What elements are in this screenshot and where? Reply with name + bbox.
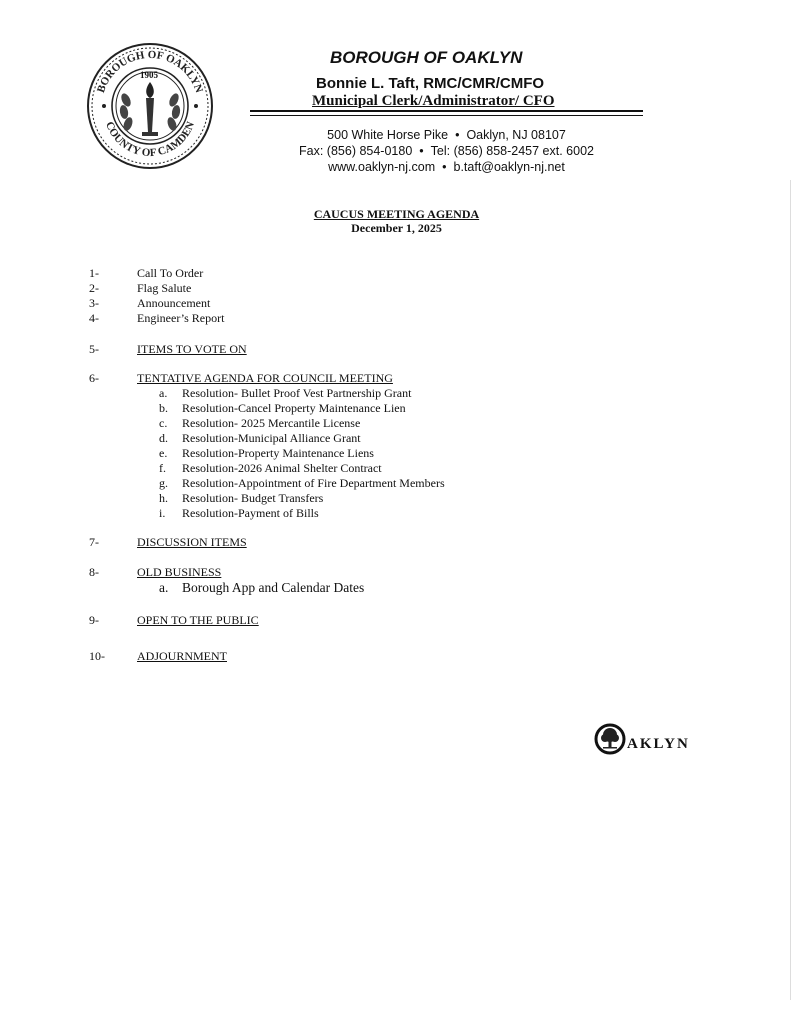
subitem: Resolution-2026 Animal Shelter Contract	[182, 461, 382, 475]
subitem-letter: c.	[159, 416, 168, 430]
subitem-letter: d.	[159, 431, 168, 445]
subitem: Resolution- Bullet Proof Vest Partnership Grant	[182, 386, 412, 400]
subitem: Borough App and Calendar Dates	[182, 580, 365, 595]
item-number: 7-	[89, 535, 99, 549]
header-rule-thin	[250, 115, 643, 116]
agenda-section-heading: ITEMS TO VOTE ON	[137, 342, 247, 356]
item-number: 9-	[89, 613, 99, 627]
subitem-letter: f.	[159, 461, 166, 475]
logo-text: AKLYN	[627, 736, 690, 752]
header-rule	[250, 110, 643, 112]
seal-bottom-text: COUNTY OF CAMDEN	[103, 120, 197, 160]
email-link[interactable]: b.taft@oaklyn-nj.net	[453, 160, 565, 174]
subitem: Resolution-Cancel Property Maintenance Lien	[182, 401, 406, 415]
agenda-section-heading: OLD BUSINESS	[137, 565, 222, 579]
bullet: •	[419, 144, 424, 158]
bullet: •	[455, 128, 460, 142]
subitem: Resolution-Municipal Alliance Grant	[182, 431, 361, 445]
item-number: 1-	[89, 266, 99, 280]
scan-edge-line	[790, 180, 791, 1000]
fax-number: Fax: (856) 854-0180	[299, 144, 413, 158]
city-state-zip: Oaklyn, NJ 08107	[466, 128, 566, 142]
item-number: 2-	[89, 281, 99, 295]
agenda-item: Call To Order	[137, 266, 204, 280]
bullet: •	[442, 160, 447, 174]
oaklyn-logo	[594, 723, 714, 759]
agenda-date: December 1, 2025	[351, 221, 442, 235]
agenda-title: CAUCUS MEETING AGENDA	[313, 207, 480, 221]
tel-number: Tel: (856) 858-2457 ext. 6002	[430, 144, 594, 158]
clerk-name: Bonnie L. Taft, RMC/CMR/CMFO	[316, 75, 545, 92]
oaklyn-tree-logo-icon	[594, 723, 626, 755]
agenda-item: Engineer’s Report	[137, 311, 225, 325]
website-link[interactable]: www.oaklyn-nj.com	[328, 160, 436, 174]
agenda-section-heading: TENTATIVE AGENDA FOR COUNCIL MEETING	[137, 371, 393, 385]
agenda-item: Flag Salute	[137, 281, 192, 295]
address-line	[250, 128, 643, 142]
street-address: 500 White Horse Pike	[327, 128, 449, 142]
subitem-letter: h.	[159, 491, 168, 505]
agenda-section-heading: DISCUSSION ITEMS	[137, 535, 247, 549]
seal-top-text: BOROUGH OF OAKLYN	[95, 48, 205, 95]
phone-line	[250, 144, 643, 158]
item-number: 8-	[89, 565, 99, 579]
item-number: 3-	[89, 296, 99, 310]
item-number: 6-	[89, 371, 99, 385]
clerk-office: Municipal Clerk/Administrator/ CFO	[312, 93, 555, 109]
subitem: Resolution- 2025 Mercantile License	[182, 416, 361, 430]
subitem-letter: g.	[159, 476, 168, 490]
agenda-section-heading: OPEN TO THE PUBLIC	[137, 613, 259, 627]
seal-year: 1905	[140, 70, 158, 80]
subitem-letter: i.	[159, 506, 166, 520]
item-number: 4-	[89, 311, 99, 325]
subitem: Resolution-Property Maintenance Liens	[182, 446, 374, 460]
subitem: Resolution-Appointment of Fire Department Members	[182, 476, 445, 490]
item-number: 5-	[89, 342, 99, 356]
subitem-letter: b.	[159, 401, 168, 415]
subitem-letter: a.	[159, 580, 169, 595]
borough-seal-icon	[84, 40, 216, 172]
subitem: Resolution- Budget Transfers	[182, 491, 324, 505]
agenda-section-heading: ADJOURNMENT	[137, 649, 227, 663]
agenda-item: Announcement	[137, 296, 211, 310]
subitem-letter: e.	[159, 446, 168, 460]
subitem: Resolution-Payment of Bills	[182, 506, 319, 520]
web-line	[250, 160, 643, 174]
item-number: 10-	[89, 649, 105, 663]
subitem-letter: a.	[159, 386, 168, 400]
page-title: BOROUGH OF OAKLYN	[330, 48, 523, 67]
